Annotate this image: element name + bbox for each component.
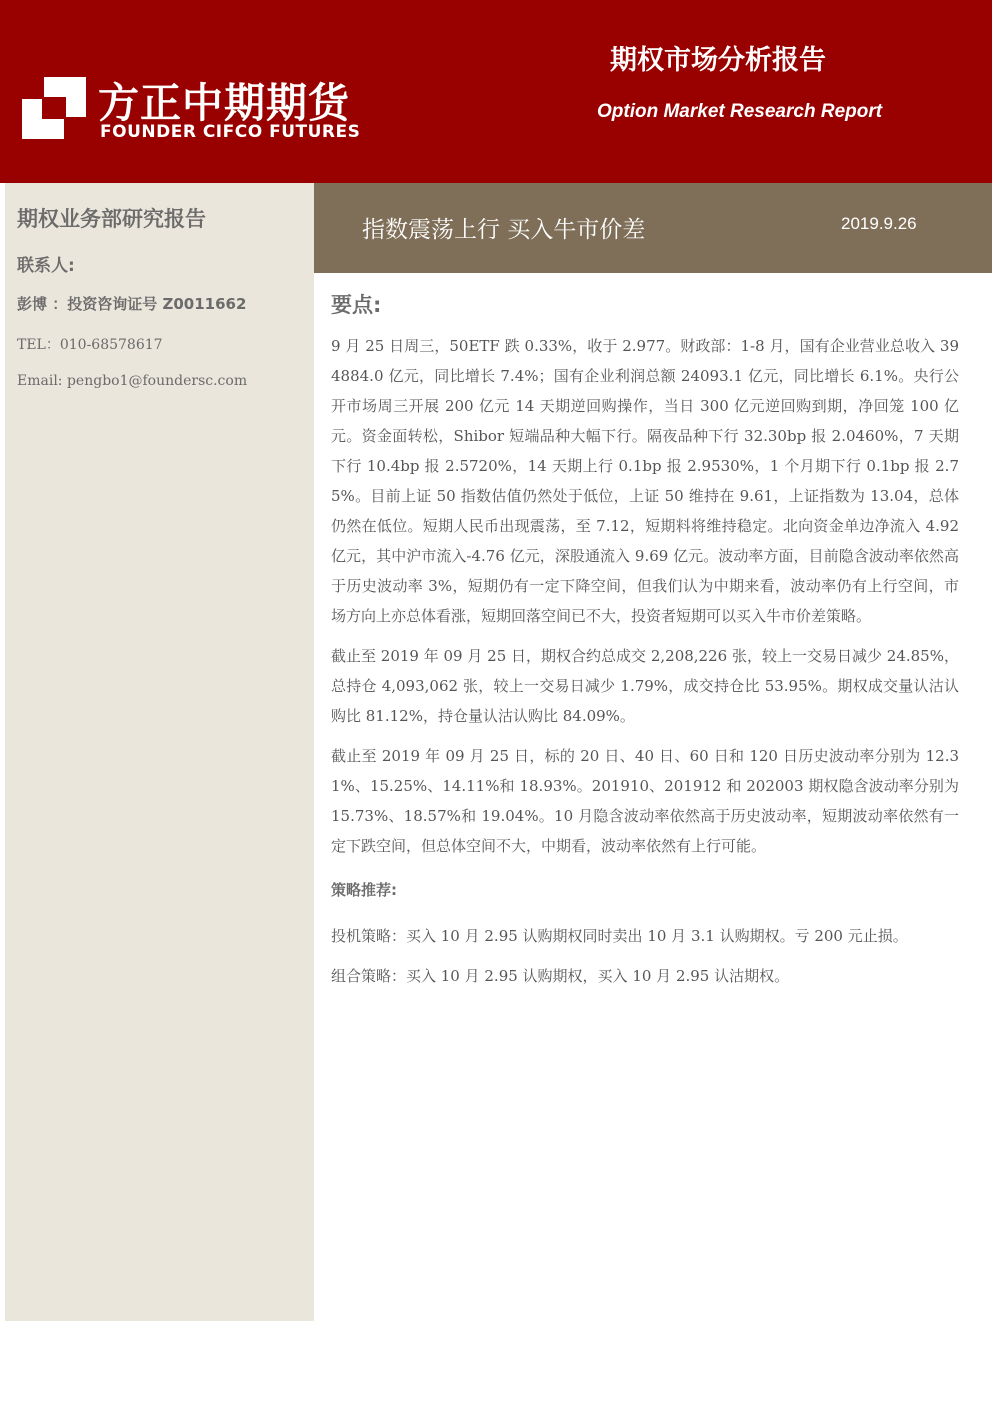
founder-logo-icon [22,77,86,139]
department-title: 期权业务部研究报告 [17,207,206,231]
analyst-tel: TEL：010-68578617 [17,337,163,353]
contact-label: 联系人: [17,256,75,276]
report-title-en: Option Market Research Report [597,101,883,122]
combination-strategy: 组合策略：买入 10 月 2.95 认购期权，买入 10 月 2.95 认沽期权。 [331,967,790,985]
brand-name-en: FOUNDER CIFCO FUTURES [100,122,361,142]
analyst-name: 彭博 ：投资咨询证号 Z0011662 [17,295,247,313]
report-headline: 指数震荡上行 买入牛市价差 [362,217,646,243]
analyst-email[interactable]: Email: pengbo1@foundersc.com [17,373,248,389]
main-content [331,289,959,1001]
strategy-heading: 策略推荐: [331,881,397,899]
brand-name-cn: 方正中期期货 [98,79,350,127]
report-title-cn: 期权市场分析报告 [610,45,826,76]
volume-paragraph: 截止至 2019 年 09 月 25 日，期权合约总成交 2,208,226 张，较上一交易日减少 24.85%，总持仓 4,093,062 张，较上一交易日减少 1.79%，成交持仓比 53.95%。期权成交量认沽认购比 81.12%，持仓量认沽认购比 84.09%。 [331,647,959,725]
key-points-heading: 要点: [331,293,382,317]
volatility-paragraph: 截止至 2019 年 09 月 25 日，标的 20 日、40 日、60 日和 120 日历史波动率分别为 12.31%、15.25%、14.11%和 18.93%。201910、201912 和 202003 期权隐含波动率分别为 15.73%、18.57%和 19.04%。10 月隐含波动率依然高于历史波动率，短期波动率依然有一定下跌空间，但总体空间不大，中期看，波动率依然有上行可能。 [331,747,959,855]
speculative-strategy: 投机策略：买入 10 月 2.95 认购期权同时卖出 10 月 3.1 认购期权。亏 200 元止损。 [331,927,908,945]
report-date: 2019.9.26 [841,214,917,233]
sidebar [5,183,314,1321]
report-header [0,0,992,183]
title-band [314,183,992,273]
market-summary-paragraph: 9 月 25 日周三，50ETF 跌 0.33%，收于 2.977。财政部：1-8 月，国有企业营业总收入 394884.0 亿元，同比增长 7.4%；国有企业利润总额 24093.1 亿元，同比增长 6.1%。央行公开市场周三开展 200 亿元 14 天期逆回购操作，当日 300 亿元逆回购到期，净回笼 100 亿元。资金面转松，Shibor 短端品种大幅下行。隔夜品种下行 32.30bp 报 2.0460%，7 天期下行 10.4bp 报 2.5720%，14 天期上行 0.1bp 报 2.9530%，1 个月期下行 0.1bp 报 2.75%。目前上证 50 指数估值仍然处于低位，上证 50 维持在 9.61，上证指数为 13.04，总体仍然在低位。短期人民币出现震荡，至 7.12，短期料将维持稳定。北向资金单边净流入 4.92 亿元，其中沪市流入-4.76 亿元，深股通流入 9.69 亿元。波动率方面，目前隐含波动率依然高于历史波动率 3%，短期仍有一定下降空间，但我们认为中期来看，波动率仍有上行空间，市场方向上亦总体看涨，短期回落空间已不大，投资者短期可以买入牛市价差策略。 [331,337,959,625]
